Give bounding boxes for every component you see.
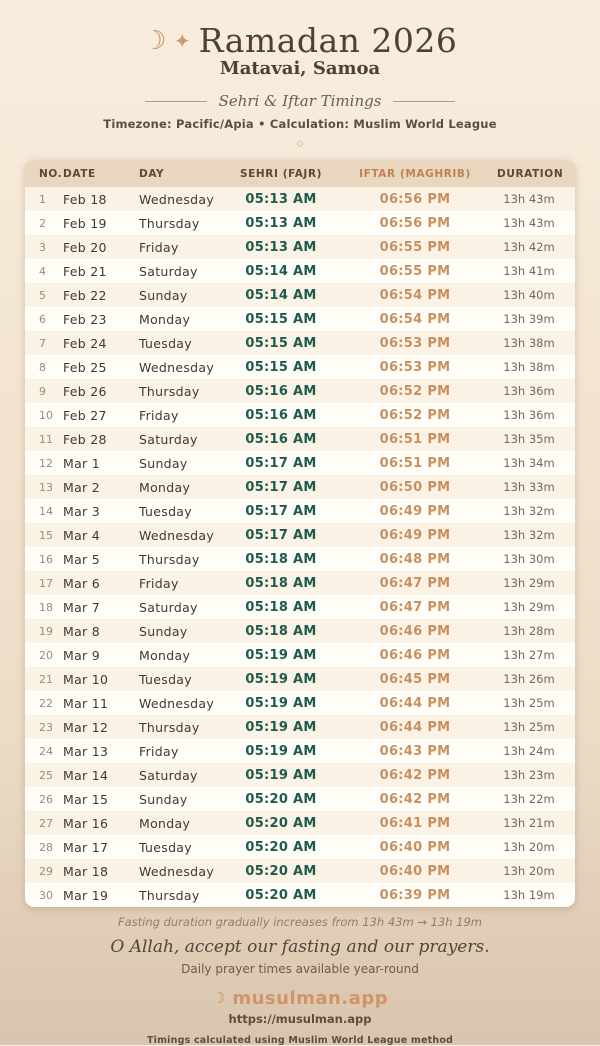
cell-date: Feb 19 [63, 215, 107, 231]
cell-sehri-time: 05:16 AM [245, 431, 317, 447]
cell-sehri-time: 05:15 AM [245, 335, 317, 351]
diamond-ornament-icon: ◇ [296, 139, 304, 149]
cell-sehri-time: 05:18 AM [245, 623, 317, 639]
dua-text: O Allah, accept our fasting and our prayers. [110, 937, 490, 957]
cell-date: Mar 14 [63, 767, 109, 783]
cell-iftar-time: 06:49 PM [379, 527, 451, 543]
table-row [25, 763, 575, 787]
cell-day: Sunday [139, 287, 188, 303]
cell-no: 9 [39, 384, 46, 398]
cell-sehri-time: 05:19 AM [245, 671, 317, 687]
cell-no: 12 [39, 456, 53, 470]
cell-iftar-time: 06:46 PM [379, 623, 451, 639]
cell-sehri-time: 05:15 AM [245, 359, 317, 375]
cell-iftar-time: 06:41 PM [379, 815, 451, 831]
cell-date: Mar 10 [63, 671, 109, 687]
cell-date: Mar 7 [63, 599, 101, 615]
cell-date: Feb 18 [63, 191, 107, 207]
table-row [25, 475, 575, 499]
cell-iftar-time: 06:50 PM [379, 479, 451, 495]
cell-duration: 13h 21m [503, 816, 555, 830]
cell-duration: 13h 25m [503, 696, 555, 710]
cell-duration: 13h 28m [503, 624, 555, 638]
cell-day: Wednesday [139, 695, 215, 711]
table-row [25, 667, 575, 691]
cell-sehri-time: 05:20 AM [245, 863, 317, 879]
column-header-no: NO. [39, 167, 63, 180]
cell-date: Mar 2 [63, 479, 101, 495]
cell-iftar-time: 06:45 PM [379, 671, 451, 687]
cell-no: 18 [39, 600, 53, 614]
calculation-method-note: Timings calculated using Muslim World League method [146, 1035, 454, 1046]
cell-iftar-time: 06:52 PM [379, 407, 451, 423]
cell-no: 23 [39, 720, 53, 734]
cell-date: Feb 25 [63, 359, 107, 375]
cell-no: 4 [39, 264, 46, 278]
cell-no: 17 [39, 576, 53, 590]
cell-sehri-time: 05:19 AM [245, 695, 317, 711]
cell-duration: 13h 42m [503, 240, 555, 254]
cell-sehri-time: 05:13 AM [245, 239, 317, 255]
cell-iftar-time: 06:39 PM [379, 887, 451, 903]
cell-day: Friday [139, 743, 179, 759]
table-row [25, 619, 575, 643]
cell-iftar-time: 06:40 PM [379, 863, 451, 879]
cell-day: Monday [139, 479, 191, 495]
cell-sehri-time: 05:19 AM [245, 743, 317, 759]
cell-sehri-time: 05:20 AM [245, 815, 317, 831]
cell-day: Tuesday [139, 839, 192, 855]
crescent-moon-icon: ☾ [211, 989, 226, 1007]
table-row [25, 331, 575, 355]
cell-day: Saturday [139, 767, 198, 783]
brand-name: musulman.app [232, 988, 389, 1009]
cell-duration: 13h 25m [503, 720, 555, 734]
cell-duration: 13h 22m [503, 792, 555, 806]
cell-day: Saturday [139, 263, 198, 279]
cell-no: 8 [39, 360, 46, 374]
cell-date: Feb 21 [63, 263, 107, 279]
cell-duration: 13h 27m [503, 648, 555, 662]
cell-no: 25 [39, 768, 53, 782]
cell-no: 28 [39, 840, 53, 854]
page-footer [0, 915, 600, 1046]
cell-sehri-time: 05:17 AM [245, 455, 317, 471]
cell-duration: 13h 43m [503, 216, 555, 230]
page-header [0, 0, 600, 149]
table-row [25, 835, 575, 859]
cell-duration: 13h 20m [503, 840, 555, 854]
cell-day: Thursday [139, 383, 200, 399]
cell-iftar-time: 06:52 PM [379, 383, 451, 399]
table-row [25, 691, 575, 715]
cell-duration: 13h 32m [503, 528, 555, 542]
cell-day: Thursday [139, 215, 200, 231]
cell-duration: 13h 35m [503, 432, 555, 446]
cell-duration: 13h 34m [503, 456, 555, 470]
cell-iftar-time: 06:43 PM [379, 743, 451, 759]
cell-duration: 13h 23m [503, 768, 555, 782]
cell-no: 2 [39, 216, 46, 230]
cell-sehri-time: 05:17 AM [245, 503, 317, 519]
cell-sehri-time: 05:14 AM [245, 287, 317, 303]
title-line [0, 21, 600, 60]
cell-day: Wednesday [139, 359, 215, 375]
cell-date: Mar 11 [63, 695, 109, 711]
cell-no: 24 [39, 744, 53, 758]
table-row [25, 523, 575, 547]
cell-sehri-time: 05:16 AM [245, 383, 317, 399]
subtitle: Sehri & Iftar Timings [218, 92, 382, 110]
crescent-moon-icon: ☾ [142, 25, 166, 56]
cell-no: 21 [39, 672, 53, 686]
cell-date: Mar 19 [63, 887, 109, 903]
table-row [25, 739, 575, 763]
cell-day: Tuesday [139, 335, 192, 351]
cell-duration: 13h 29m [503, 576, 555, 590]
cell-day: Monday [139, 647, 191, 663]
cell-date: Mar 6 [63, 575, 101, 591]
table-row [25, 715, 575, 739]
cell-day: Saturday [139, 431, 198, 447]
cell-day: Wednesday [139, 527, 215, 543]
cell-iftar-time: 06:49 PM [379, 503, 451, 519]
cell-iftar-time: 06:47 PM [379, 599, 451, 615]
cell-iftar-time: 06:42 PM [379, 767, 451, 783]
cell-duration: 13h 26m [503, 672, 555, 686]
cell-day: Thursday [139, 551, 200, 567]
cell-day: Saturday [139, 599, 198, 615]
cell-iftar-time: 06:42 PM [379, 791, 451, 807]
cell-duration: 13h 38m [503, 360, 555, 374]
cell-no: 5 [39, 288, 46, 302]
cell-duration: 13h 41m [503, 264, 555, 278]
table-row [25, 883, 575, 907]
cell-no: 13 [39, 480, 53, 494]
cell-sehri-time: 05:18 AM [245, 599, 317, 615]
table-row [25, 787, 575, 811]
cell-sehri-time: 05:18 AM [245, 551, 317, 567]
cell-date: Feb 26 [63, 383, 107, 399]
cell-duration: 13h 39m [503, 312, 555, 326]
table-row [25, 499, 575, 523]
cell-day: Tuesday [139, 503, 192, 519]
table-row [25, 283, 575, 307]
cell-date: Feb 20 [63, 239, 107, 255]
cell-sehri-time: 05:19 AM [245, 719, 317, 735]
column-header-day: DAY [139, 167, 165, 180]
cell-iftar-time: 06:53 PM [379, 335, 451, 351]
four-pointed-star-icon: ✦ [173, 28, 191, 53]
cell-sehri-time: 05:15 AM [245, 311, 317, 327]
cell-iftar-time: 06:55 PM [379, 239, 451, 255]
timings-table [25, 160, 575, 907]
cell-iftar-time: 06:54 PM [379, 287, 451, 303]
cell-no: 14 [39, 504, 53, 518]
cell-sehri-time: 05:18 AM [245, 575, 317, 591]
table-row [25, 259, 575, 283]
cell-no: 20 [39, 648, 53, 662]
table-row [25, 811, 575, 835]
cell-no: 3 [39, 240, 46, 254]
cell-sehri-time: 05:20 AM [245, 839, 317, 855]
cell-day: Sunday [139, 791, 188, 807]
cell-day: Friday [139, 239, 179, 255]
cell-day: Wednesday [139, 191, 215, 207]
cell-sehri-time: 05:13 AM [245, 191, 317, 207]
cell-day: Friday [139, 407, 179, 423]
cell-day: Friday [139, 575, 179, 591]
cell-duration: 13h 36m [503, 384, 555, 398]
cell-no: 1 [39, 192, 46, 206]
cell-day: Monday [139, 311, 191, 327]
cell-iftar-time: 06:44 PM [379, 695, 451, 711]
cell-date: Mar 8 [63, 623, 101, 639]
table-row [25, 571, 575, 595]
cell-sehri-time: 05:17 AM [245, 527, 317, 543]
cell-iftar-time: 06:40 PM [379, 839, 451, 855]
cell-date: Feb 23 [63, 311, 107, 327]
cell-no: 29 [39, 864, 53, 878]
cell-sehri-time: 05:14 AM [245, 263, 317, 279]
column-header-date: DATE [63, 167, 96, 180]
cell-date: Mar 13 [63, 743, 109, 759]
divider-line-left [145, 101, 207, 102]
cell-duration: 13h 33m [503, 480, 555, 494]
cell-duration: 13h 40m [503, 288, 555, 302]
cell-date: Mar 5 [63, 551, 101, 567]
cell-sehri-time: 05:19 AM [245, 767, 317, 783]
cell-iftar-time: 06:54 PM [379, 311, 451, 327]
brand-url: https://musulman.app [228, 1012, 372, 1026]
cell-iftar-time: 06:56 PM [379, 215, 451, 231]
cell-day: Thursday [139, 719, 200, 735]
cell-no: 27 [39, 816, 53, 830]
cell-date: Feb 24 [63, 335, 107, 351]
cell-no: 22 [39, 696, 53, 710]
cell-day: Sunday [139, 623, 188, 639]
cell-date: Mar 18 [63, 863, 109, 879]
table-row [25, 307, 575, 331]
table-row [25, 643, 575, 667]
cell-day: Monday [139, 815, 191, 831]
column-header-sehri: SEHRI (FAJR) [239, 167, 323, 180]
cell-iftar-time: 06:47 PM [379, 575, 451, 591]
column-header-iftar: IFTAR (MAGHRIB) [359, 167, 471, 180]
brand-line [0, 988, 600, 1009]
cell-sehri-time: 05:20 AM [245, 887, 317, 903]
cell-duration: 13h 30m [503, 552, 555, 566]
cell-no: 7 [39, 336, 46, 350]
subtitle-row [0, 92, 600, 110]
timezone-calculation-meta: Timezone: Pacific/Apia • Calculation: Muslim World League [103, 117, 497, 131]
table-row [25, 595, 575, 619]
cell-duration: 13h 29m [503, 600, 555, 614]
cell-duration: 13h 38m [503, 336, 555, 350]
cell-no: 11 [39, 432, 53, 446]
cell-iftar-time: 06:46 PM [379, 647, 451, 663]
cell-date: Mar 4 [63, 527, 101, 543]
cell-no: 19 [39, 624, 53, 638]
divider-line-right [393, 101, 455, 102]
cell-iftar-time: 06:55 PM [379, 263, 451, 279]
cell-sehri-time: 05:20 AM [245, 791, 317, 807]
cell-sehri-time: 05:17 AM [245, 479, 317, 495]
cell-date: Mar 3 [63, 503, 101, 519]
cell-date: Mar 1 [63, 455, 101, 471]
cell-sehri-time: 05:13 AM [245, 215, 317, 231]
cell-no: 10 [39, 408, 53, 422]
cell-date: Mar 12 [63, 719, 109, 735]
table-body [25, 187, 575, 907]
table-row [25, 859, 575, 883]
cell-no: 16 [39, 552, 53, 566]
table-row [25, 451, 575, 475]
table-row [25, 403, 575, 427]
table-row [25, 187, 575, 211]
cell-date: Feb 28 [63, 431, 107, 447]
table-row [25, 427, 575, 451]
cell-day: Wednesday [139, 863, 215, 879]
cell-iftar-time: 06:51 PM [379, 455, 451, 471]
year-round-note: Daily prayer times available year-round [181, 962, 419, 976]
cell-date: Mar 15 [63, 791, 109, 807]
table-header-row [25, 160, 575, 187]
cell-day: Thursday [139, 887, 200, 903]
cell-day: Sunday [139, 455, 188, 471]
table-row [25, 211, 575, 235]
cell-duration: 13h 43m [503, 192, 555, 206]
cell-day: Tuesday [139, 671, 192, 687]
cell-no: 30 [39, 888, 53, 902]
cell-sehri-time: 05:19 AM [245, 647, 317, 663]
cell-date: Feb 27 [63, 407, 107, 423]
cell-duration: 13h 36m [503, 408, 555, 422]
location-title: Matavai, Samoa [219, 58, 381, 79]
cell-date: Mar 17 [63, 839, 109, 855]
cell-duration: 13h 32m [503, 504, 555, 518]
cell-duration: 13h 20m [503, 864, 555, 878]
cell-iftar-time: 06:51 PM [379, 431, 451, 447]
cell-date: Feb 22 [63, 287, 107, 303]
table-row [25, 355, 575, 379]
cell-duration: 13h 19m [503, 888, 555, 902]
column-header-duration: DURATION [497, 167, 564, 180]
table-row [25, 235, 575, 259]
cell-duration: 13h 24m [503, 744, 555, 758]
cell-iftar-time: 06:44 PM [379, 719, 451, 735]
page-title: Ramadan 2026 [198, 21, 458, 60]
cell-no: 15 [39, 528, 53, 542]
cell-date: Mar 16 [63, 815, 109, 831]
cell-sehri-time: 05:16 AM [245, 407, 317, 423]
cell-no: 6 [39, 312, 46, 326]
cell-iftar-time: 06:56 PM [379, 191, 451, 207]
table-row [25, 379, 575, 403]
table-row [25, 547, 575, 571]
cell-iftar-time: 06:48 PM [379, 551, 451, 567]
cell-no: 26 [39, 792, 53, 806]
cell-date: Mar 9 [63, 647, 101, 663]
fasting-duration-note: Fasting duration gradually increases from 13h 43m → 13h 19m [117, 915, 483, 929]
cell-iftar-time: 06:53 PM [379, 359, 451, 375]
